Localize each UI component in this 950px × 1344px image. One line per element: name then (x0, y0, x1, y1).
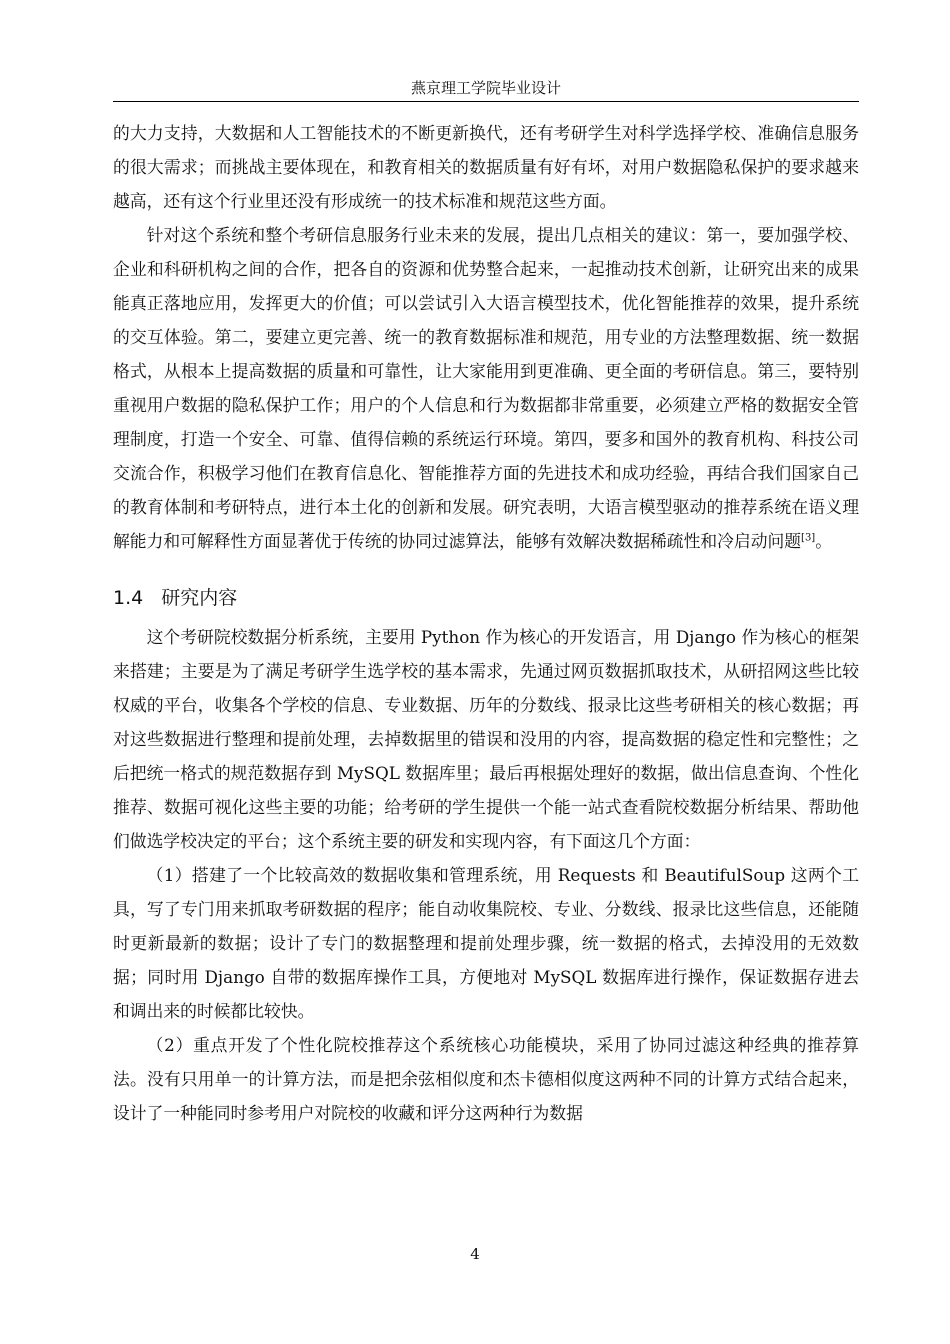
section-number: 1.4 (113, 587, 144, 609)
section-heading (113, 582, 859, 614)
paragraph-item-1: （1）搭建了一个比较高效的数据收集和管理系统，用 Requests 和 BeautifulSoup 这两个工具，写了专门用来抓取考研数据的程序；能自动收集院校、专业、分数线、报录比这些信息，还能随时更新最新的数据；设计了专门的数据整理和提前处理步骤，统一数据的格式，去掉没用的无效数据；同时用 Django 自带的数据库操作工具，方便地对 MySQL 数据库进行操作，保证数据存进去和调出来的时候都比较快。 (113, 865, 859, 1021)
paragraph-research-intro: 这个考研院校数据分析系统，主要用 Python 作为核心的开发语言，用 Django 作为核心的框架来搭建；主要是为了满足考研学生选学校的基本需求，先通过网页数据抓取技术，从研招网这些比较权威的平台，收集各个学校的信息、专业数据、历年的分数线、报录比这些考研相关的核心数据；再对这些数据进行整理和提前处理，去掉数据里的错误和没用的内容，提高数据的稳定性和完整性；之后把统一格式的规范数据存到 MySQL 数据库里；最后再根据处理好的数据，做出信息查询、个性化推荐、数据可视化这些主要的功能；给考研的学生提供一个能一站式查看院校数据分析结果、帮助他们做选学校决定的平台；这个系统主要的研发和实现内容，有下面这几个方面： (113, 627, 859, 851)
paragraph-suggestions (113, 218, 859, 558)
paragraph-suggestions-end: 。 (815, 531, 833, 551)
paragraph-suggestions-text: 针对这个系统和整个考研信息服务行业未来的发展，提出几点相关的建议：第一，要加强学校、企业和科研机构之间的合作，把各自的资源和优势整合起来，一起推动技术创新，让研究出来的成果能真正落地应用，发挥更大的价值；可以尝试引入大语言模型技术，优化智能推荐的效果，提升系统的交互体验。第二，要建立更完善、统一的教育数据标准和规范，用专业的方法整理数据、统一数据格式，从根本上提高数据的质量和可靠性，让大家能用到更准确、更全面的考研信息。第三，要特别重视用户数据的隐私保护工作；用户的个人信息和行为数据都非常重要，必须建立严格的数据安全管理制度，打造一个安全、可靠、值得信赖的系统运行环境。第四，要多和国外的教育机构、科技公司交流合作，积极学习他们在教育信息化、智能推荐方面的先进技术和成功经验，再结合我们国家自己的教育体制和考研特点，进行本土化的创新和发展。研究表明，大语言模型驱动的推荐系统在语义理解能力和可解释性方面显著优于传统的协同过滤算法，能够有效解决数据稀疏性和冷启动问题 (113, 225, 859, 551)
body-content (113, 116, 859, 1130)
citation-marker: [3] (801, 532, 816, 544)
page-header: 燕京理工学院毕业设计 (410, 79, 561, 97)
section-title: 研究内容 (161, 587, 238, 609)
page-number: 4 (470, 1245, 480, 1263)
paragraph-item-2: （2）重点开发了个性化院校推荐这个系统核心功能模块，采用了协同过滤这种经典的推荐算法。没有只用单一的计算方法，而是把余弦相似度和杰卡德相似度这两种不同的计算方式结合起来，设计了一种能同时参考用户对院校的收藏和评分这两种行为数据 (113, 1035, 859, 1123)
header-divider (113, 101, 859, 102)
paragraph-continuation: 的大力支持，大数据和人工智能技术的不断更新换代，还有考研学生对科学选择学校、准确信息服务的很大需求；而挑战主要体现在，和教育相关的数据质量有好有坏，对用户数据隐私保护的要求越来越高，还有这个行业里还没有形成统一的技术标准和规范这些方面。 (113, 123, 859, 211)
